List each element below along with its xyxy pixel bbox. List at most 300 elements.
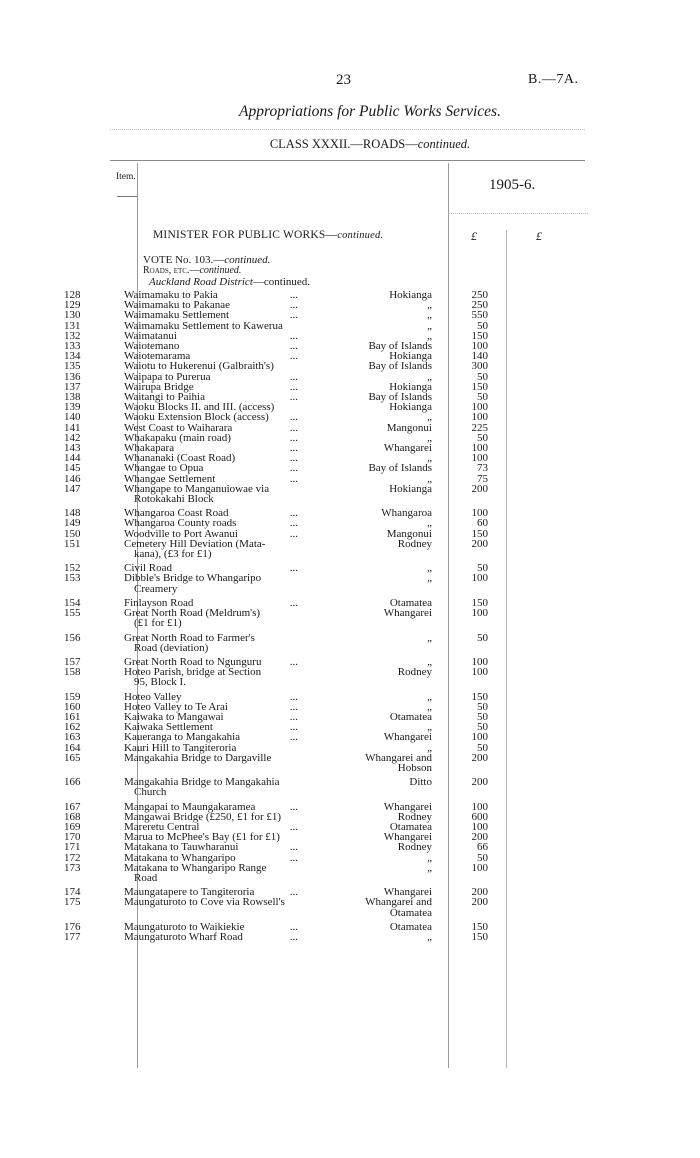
- description-text: Matakana to Tauwharanui: [124, 841, 239, 854]
- item-number: 132: [64, 329, 81, 342]
- district-text: Whangarei and: [365, 896, 432, 909]
- item-number: 148: [64, 507, 81, 520]
- amount-cell: 200: [471, 537, 488, 550]
- item-number: 158: [64, 666, 81, 679]
- item-number: 150: [64, 527, 81, 540]
- item-number: 134: [64, 350, 81, 363]
- amount-cell: 100: [471, 442, 488, 455]
- item-column-header: Item.: [116, 172, 136, 182]
- table-row: [0, 802, 700, 812]
- description-text: Kaiwaka to Mangawai: [124, 710, 224, 723]
- amount-cell: 225: [471, 421, 488, 434]
- amount-cell: 50: [477, 710, 488, 723]
- district-cell: [298, 692, 440, 702]
- description-text: Marua to McPhee's Bay (£1 for £1): [124, 831, 280, 844]
- leader-dots: ...: [289, 800, 298, 813]
- item-cell: [0, 484, 102, 494]
- description-text: Waiotemarama: [124, 350, 191, 363]
- leader-dots: ...: [289, 690, 298, 703]
- leader-dots: ...: [289, 820, 298, 833]
- district-cell: [298, 932, 440, 942]
- year-subrule: [448, 213, 588, 214]
- amount-cell: 200: [471, 751, 488, 764]
- item-number: 128: [64, 289, 81, 301]
- district-cell: [298, 897, 440, 917]
- amount-cell: 100: [471, 452, 488, 465]
- district-cell: [298, 539, 440, 549]
- item-number: 145: [64, 462, 81, 475]
- leader-dots: ...: [289, 700, 298, 713]
- amount-cell: 150: [471, 527, 488, 540]
- amount-cell: 50: [477, 700, 488, 713]
- description-text: Waipapa to Purerua: [124, 370, 211, 383]
- item-cell: [0, 402, 102, 412]
- amount-cell: 100: [471, 655, 488, 668]
- table-row: [0, 529, 700, 539]
- item-cell: [0, 842, 102, 852]
- amount-cell: 200: [471, 482, 488, 495]
- amount-cell: 100: [471, 820, 488, 833]
- district-text: Whangarei: [383, 800, 432, 813]
- table-row: [0, 518, 700, 528]
- amount-cell: 100: [471, 411, 488, 424]
- item-number: 141: [64, 421, 81, 434]
- item-number: 165: [64, 751, 81, 764]
- leader-dots: ...: [289, 391, 298, 404]
- item-cell: [0, 692, 102, 702]
- description-text: Finlayson Road: [124, 596, 194, 609]
- district-cell: [298, 777, 440, 787]
- item-cell: [0, 712, 102, 722]
- item-number: 129: [64, 299, 81, 312]
- item-cell: [0, 598, 102, 608]
- table-row: [0, 608, 700, 628]
- table-row: [0, 508, 700, 518]
- district-cell: [298, 863, 440, 873]
- district-text: „: [427, 329, 432, 342]
- item-cell: [0, 608, 102, 618]
- leader-dots: ...: [289, 562, 298, 575]
- item-number: 139: [64, 401, 81, 414]
- item-number: 137: [64, 380, 81, 393]
- item-number: 169: [64, 820, 81, 833]
- leader-dots: ...: [289, 472, 298, 485]
- item-cell: [0, 812, 102, 822]
- district-cell: [298, 508, 440, 518]
- item-cell: [0, 392, 102, 402]
- description-text: Mangakahia Bridge to Mangakahia: [124, 776, 280, 789]
- amount-cell: 300: [471, 360, 488, 373]
- district-cell: [298, 573, 440, 583]
- amount-cell: 100: [471, 800, 488, 813]
- amount-cell: 100: [471, 572, 488, 585]
- item-number: 167: [64, 800, 81, 813]
- amount-cell: 550: [471, 309, 488, 322]
- item-number: 131: [64, 319, 81, 332]
- district-text: Otamatea: [389, 710, 432, 723]
- table-row: [0, 922, 700, 932]
- item-number: 172: [64, 851, 81, 864]
- district-text: Mangonui: [386, 421, 432, 434]
- district-text: Bay of Islands: [368, 391, 432, 404]
- description-text: Woodville to Port Awanui: [124, 527, 238, 540]
- district-text: „: [427, 700, 432, 713]
- district-text: Rodney: [397, 537, 432, 550]
- item-cell: [0, 290, 102, 300]
- item-number: 140: [64, 411, 81, 424]
- item-number: 168: [64, 810, 81, 823]
- item-number: 151: [64, 537, 81, 550]
- description-text: Waiotu to Hukerenui (Galbraith's): [124, 360, 274, 373]
- item-cell: [0, 822, 102, 832]
- leader-dots: ...: [289, 431, 298, 444]
- district-cell: [298, 423, 440, 433]
- table-row: [0, 433, 700, 443]
- table-row: [0, 743, 700, 753]
- district-text: Whangaroa: [381, 507, 432, 520]
- description-cell: [102, 539, 298, 559]
- table-row: [0, 474, 700, 484]
- district-text: „: [427, 851, 432, 864]
- table-row: [0, 722, 700, 732]
- leader-dots: ...: [289, 507, 298, 520]
- amount-cell: 150: [471, 380, 488, 393]
- table-row: [0, 423, 700, 433]
- item-cell: [0, 853, 102, 863]
- table-row: [0, 443, 700, 453]
- description-text: Mangawai Bridge (£250, £1 for £1): [124, 810, 282, 823]
- item-number: 154: [64, 596, 81, 609]
- leader-dots: ...: [289, 299, 298, 312]
- table-row: [0, 372, 700, 382]
- leader-dots: ...: [289, 517, 298, 530]
- item-number: 136: [64, 370, 81, 383]
- leader-dots: ...: [289, 655, 298, 668]
- district-continuation: Hobson: [397, 761, 432, 774]
- leader-dots: ...: [289, 452, 298, 465]
- district-heading: [149, 276, 310, 288]
- table-row: [0, 702, 700, 712]
- item-number: 156: [64, 631, 81, 644]
- item-cell: [0, 922, 102, 932]
- district-text: Otamatea: [389, 920, 432, 933]
- amount-cell: 50: [477, 631, 488, 644]
- amount-cell: 66: [477, 841, 488, 854]
- description-text: Maungatapere to Tangiteroria: [124, 886, 255, 899]
- district-text: Hokianga: [389, 482, 432, 495]
- amount-cell: 50: [477, 319, 488, 332]
- district-text: Whangarei: [383, 442, 432, 455]
- amount-cell: 50: [477, 370, 488, 383]
- district-text: „: [427, 319, 432, 332]
- district-text: „: [427, 472, 432, 485]
- item-number: 163: [64, 731, 81, 744]
- amount-cell: 250: [471, 289, 488, 301]
- item-cell: [0, 863, 102, 873]
- item-number: 157: [64, 655, 81, 668]
- table-row: [0, 290, 700, 300]
- table-row: [0, 932, 700, 942]
- item-cell: [0, 412, 102, 422]
- district-text: Whangarei and: [365, 751, 432, 764]
- item-cell: [0, 573, 102, 583]
- item-cell: [0, 539, 102, 549]
- item-cell: [0, 657, 102, 667]
- district-cell: [298, 667, 440, 677]
- currency-symbol-amount: £: [471, 229, 477, 243]
- item-number: 153: [64, 572, 81, 585]
- description-text: Whangaroa Coast Road: [124, 507, 229, 520]
- item-number: 142: [64, 431, 81, 444]
- district-continuation: Otamatea: [389, 906, 432, 919]
- district-cell: [298, 732, 440, 742]
- vote-label: VOTE No. 103.—: [143, 254, 225, 266]
- district-cell: [298, 300, 440, 310]
- item-cell: [0, 508, 102, 518]
- description-text: Maungaturoto to Cove via Rowsell's: [124, 896, 285, 909]
- description-text: Mangapai to Maungakaramea: [124, 800, 256, 813]
- table-row: [0, 539, 700, 559]
- description-text: Matakana to Whangaripo Range: [124, 861, 267, 874]
- item-cell: [0, 529, 102, 539]
- district-text: „: [427, 562, 432, 575]
- description-cell: [102, 484, 298, 504]
- item-cell: [0, 474, 102, 484]
- item-cell: [0, 443, 102, 453]
- leader-dots: ...: [289, 710, 298, 723]
- amount-cell: 150: [471, 930, 488, 943]
- district-cell: [298, 563, 440, 573]
- item-cell: [0, 518, 102, 528]
- district-text: „: [427, 930, 432, 943]
- item-cell: [0, 887, 102, 897]
- minister-label: MINISTER FOR PUBLIC WORKS—: [153, 229, 338, 241]
- district-cell: [298, 633, 440, 643]
- roads-continued: continued.: [199, 265, 242, 276]
- description-cell: [102, 573, 298, 593]
- district-text: Otamatea: [389, 596, 432, 609]
- amount-cell: 50: [477, 391, 488, 404]
- description-text: Waoku Blocks II. and III. (access): [124, 401, 275, 414]
- amount-cell: 200: [471, 776, 488, 789]
- leader-dots: ...: [289, 411, 298, 424]
- description-text: Whangape to Manganuiowae via: [124, 482, 270, 495]
- district-text: Hokianga: [389, 401, 432, 414]
- description-text: Great North Road to Farmer's: [124, 631, 255, 644]
- leader-dots: ...: [289, 340, 298, 353]
- leader-dots: ...: [289, 350, 298, 363]
- description-text: Whakapaku (main road): [124, 431, 231, 444]
- item-cell: [0, 732, 102, 742]
- district-text: Whangarei: [383, 831, 432, 844]
- description-text: Great North Road (Meldrum's): [124, 607, 261, 620]
- table-row: [0, 402, 700, 412]
- item-number: 144: [64, 452, 81, 465]
- table-row: [0, 392, 700, 402]
- item-number: 173: [64, 861, 81, 874]
- district-cell: [298, 321, 440, 331]
- district-cell: [298, 853, 440, 863]
- minister-continued: continued.: [337, 230, 384, 241]
- item-cell: [0, 361, 102, 371]
- description-text: Wairupa Bridge: [124, 380, 194, 393]
- item-cell: [0, 753, 102, 763]
- table-row: [0, 573, 700, 593]
- district-text: Rodney: [397, 841, 432, 854]
- item-cell: [0, 423, 102, 433]
- item-cell: [0, 832, 102, 842]
- table-row: [0, 812, 700, 822]
- leader-dots: ...: [289, 886, 298, 899]
- description-continuation: Rotokakahi Block: [134, 493, 214, 506]
- description-cell: [102, 897, 298, 907]
- district-text: „: [427, 299, 432, 312]
- amount-cell: 140: [471, 350, 488, 363]
- item-cell: [0, 802, 102, 812]
- description-text: Whananaki (Coast Road): [124, 452, 236, 465]
- table-row: [0, 598, 700, 608]
- district-cell: [298, 463, 440, 473]
- description-text: Maungaturoto Wharf Road: [124, 930, 243, 943]
- district-text: Bay of Islands: [368, 340, 432, 353]
- district-text: Otamatea: [389, 820, 432, 833]
- table-row: [0, 341, 700, 351]
- table-row: [0, 657, 700, 667]
- item-number: 135: [64, 360, 81, 373]
- table-row: [0, 753, 700, 773]
- table-row: [0, 310, 700, 320]
- description-text: Whangae to Opua: [124, 462, 204, 475]
- item-number: 166: [64, 776, 81, 789]
- leader-dots: ...: [289, 380, 298, 393]
- item-number: 130: [64, 309, 81, 322]
- description-text: Waimamaku Settlement: [124, 309, 230, 322]
- page-number: 23: [336, 72, 351, 88]
- vote-continued: continued.: [224, 254, 271, 266]
- item-cell: [0, 310, 102, 320]
- amount-cell: 100: [471, 401, 488, 414]
- table-row: [0, 453, 700, 463]
- table-row: [0, 484, 700, 504]
- item-cell: [0, 563, 102, 573]
- item-cell: [0, 463, 102, 473]
- description-continuation: 95, Block I.: [134, 676, 186, 689]
- district-cell: [298, 402, 440, 412]
- district-text: Hokianga: [389, 289, 432, 301]
- leader-dots: ...: [289, 329, 298, 342]
- description-text: Dibble's Bridge to Whangaripo: [124, 572, 262, 585]
- description-cell: [102, 863, 298, 883]
- description-text: Waiotemano: [124, 340, 180, 353]
- leader-dots: ...: [289, 289, 298, 301]
- roads-label: Roads, etc.—: [143, 265, 200, 276]
- description-cell: [102, 633, 298, 653]
- table-row: [0, 897, 700, 917]
- amount-cell: 600: [471, 810, 488, 823]
- district-cell: [298, 753, 440, 773]
- district-text: „: [427, 631, 432, 644]
- item-cell: [0, 341, 102, 351]
- table-row: [0, 331, 700, 341]
- description-text: Hoteo Parish, bridge at Section: [124, 666, 262, 679]
- district-text: „: [427, 741, 432, 754]
- district-text: „: [427, 370, 432, 383]
- table-row: [0, 842, 700, 852]
- appropriations-table: [0, 290, 700, 942]
- description-continuation: Road (deviation): [134, 641, 209, 654]
- item-cell: [0, 897, 102, 907]
- amount-cell: 50: [477, 851, 488, 864]
- table-row: [0, 412, 700, 422]
- description-continuation: (£1 for £1): [134, 617, 182, 630]
- item-cell: [0, 382, 102, 392]
- district-text: Mangonui: [386, 527, 432, 540]
- description-text: Waoku Extension Block (access): [124, 411, 269, 424]
- header-rule: [110, 160, 585, 161]
- amount-cell: 100: [471, 340, 488, 353]
- leader-dots: ...: [289, 370, 298, 383]
- description-text: Waimamaku to Pakia: [124, 289, 218, 301]
- table-row: [0, 732, 700, 742]
- description-text: Waimamaku to Pakanae: [124, 299, 231, 312]
- amount-cell: 150: [471, 920, 488, 933]
- leader-dots: ...: [289, 596, 298, 609]
- table-row: [0, 667, 700, 687]
- description-text: Whakapara: [124, 442, 175, 455]
- roads-heading: [143, 265, 241, 276]
- description-text: Waitangi to Paihia: [124, 391, 205, 404]
- item-number: 159: [64, 690, 81, 703]
- description-text: Cemetery Hill Deviation (Mata-: [124, 537, 266, 550]
- description-text: Kaiwaka Settlement: [124, 721, 213, 734]
- description-text: Kaueranga to Mangakahia: [124, 731, 241, 744]
- table-row: [0, 853, 700, 863]
- district-text: „: [427, 517, 432, 530]
- district-label: Auckland Road District: [149, 276, 253, 288]
- district-cell: [298, 310, 440, 320]
- page-title: Appropriations for Public Works Services.: [239, 103, 501, 120]
- item-number: 177: [64, 930, 81, 943]
- item-number: 133: [64, 340, 81, 353]
- description-text: Civil Road: [124, 562, 172, 575]
- description-text: Mangakahia Bridge to Dargaville: [124, 751, 272, 764]
- amount-cell: 50: [477, 562, 488, 575]
- description-text: Maungaturoto to Waikiekie: [124, 920, 245, 933]
- amount-cell: 100: [471, 507, 488, 520]
- item-number: 175: [64, 896, 81, 909]
- leader-dots: ...: [289, 421, 298, 434]
- leader-dots: ...: [289, 930, 298, 943]
- description-cell: [102, 777, 298, 797]
- amount-cell: 100: [471, 607, 488, 620]
- description-cell: [102, 608, 298, 628]
- table-row: [0, 822, 700, 832]
- amount-cell: 200: [471, 831, 488, 844]
- district-text: Bay of Islands: [368, 360, 432, 373]
- district-cell: [298, 443, 440, 453]
- description-cell: [102, 667, 298, 687]
- year-column-header: 1905-6.: [489, 177, 536, 193]
- table-row: [0, 382, 700, 392]
- description-continuation: Road: [134, 871, 158, 884]
- district-cell: [298, 922, 440, 932]
- description-text: Great North Road to Ngunguru: [124, 655, 262, 668]
- leader-dots: ...: [289, 527, 298, 540]
- description-text: Kauri Hill to Tangiteroria: [124, 741, 237, 754]
- amount-cell: 75: [477, 472, 488, 485]
- amount-cell: 100: [471, 861, 488, 874]
- district-text: „: [427, 861, 432, 874]
